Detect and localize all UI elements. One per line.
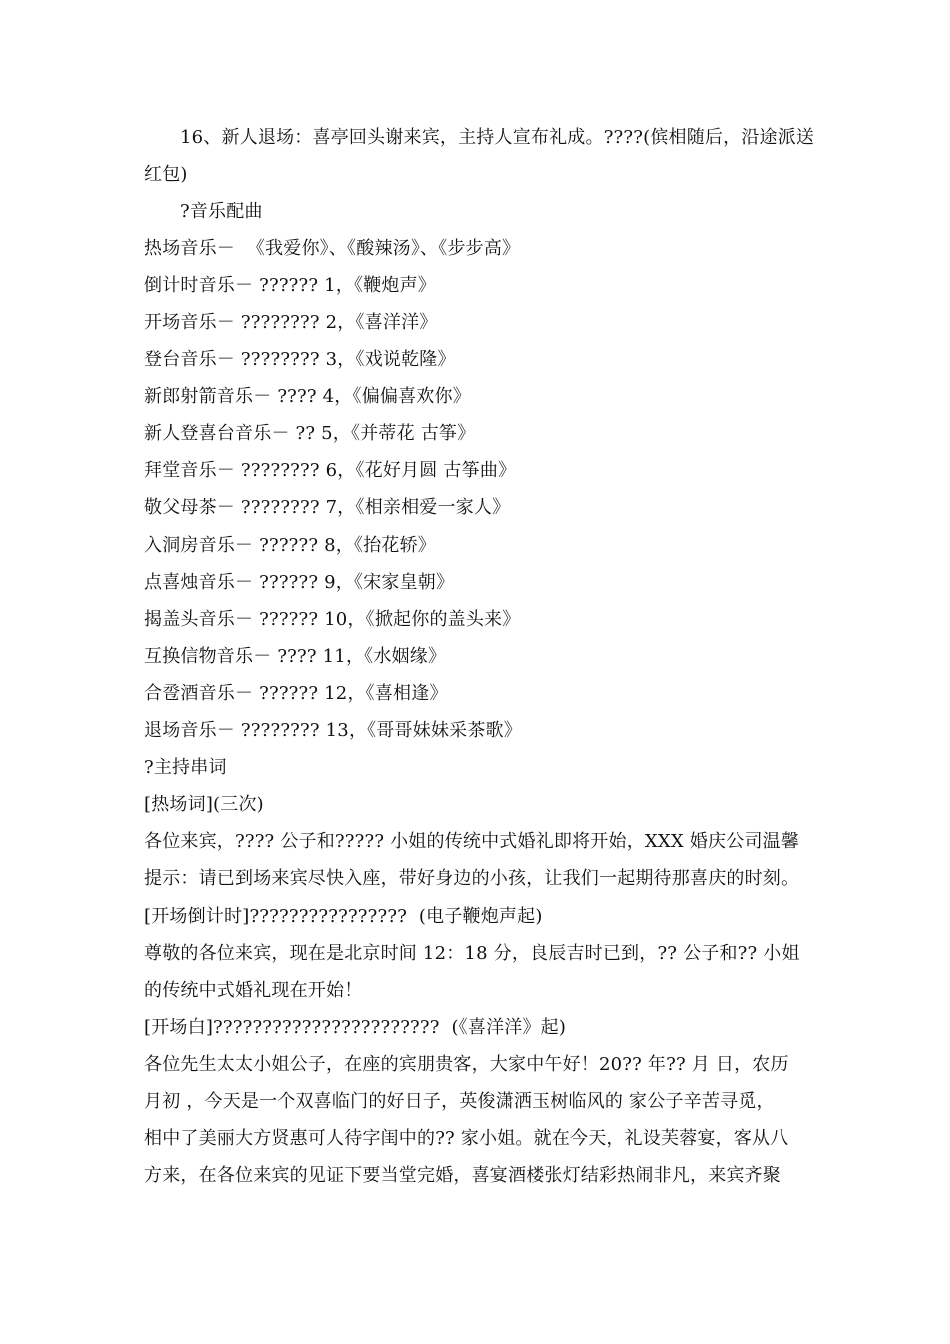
music-list-item: 登台音乐－ ???????? 3，《戏说乾隆》 bbox=[144, 349, 456, 370]
paragraph-line: 各位来宾，???? 公子和????? 小姐的传统中式婚礼即将开始，XXX 婚庆公司温馨 bbox=[144, 831, 800, 852]
paragraph-line: 16、新人退场：喜亭回头谢来宾，主持人宣布礼成。????(傧相随后，沿途派送 bbox=[180, 127, 815, 148]
paragraph-line: 各位先生太太小姐公子，在座的宾朋贵客，大家中午好！20?? 年?? 月 日，农历 bbox=[144, 1054, 789, 1075]
script-subheading: [开场白]??????????????????????? (《喜洋洋》起) bbox=[144, 1017, 567, 1038]
paragraph-line: 方来，在各位来宾的见证下要当堂完婚，喜宴酒楼张灯结彩热闹非凡，来宾齐聚 bbox=[144, 1165, 781, 1186]
music-list-item: 新人登喜台音乐－ ?? 5，《并蒂花 古筝》 bbox=[144, 423, 476, 444]
music-list-item: 拜堂音乐－ ???????? 6，《花好月圆 古筝曲》 bbox=[144, 460, 517, 481]
music-list-item: 入洞房音乐－ ?????? 8，《抬花轿》 bbox=[144, 535, 436, 556]
section-heading: ?主持串词 bbox=[144, 757, 227, 778]
script-subheading: [开场倒计时]???????????????? (电子鞭炮声起) bbox=[144, 906, 543, 927]
paragraph-line: 的传统中式婚礼现在开始！ bbox=[144, 980, 363, 1001]
music-list-item: 揭盖头音乐－ ?????? 10，《掀起你的盖头来》 bbox=[144, 609, 521, 630]
music-list-item: 点喜烛音乐－ ?????? 9，《宋家皇朝》 bbox=[144, 572, 455, 593]
music-list-item: 退场音乐－ ???????? 13，《哥哥妹妹采茶歌》 bbox=[144, 720, 522, 741]
music-list-item: 热场音乐－ 《我爱你》、《酸辣汤》、《步步高》 bbox=[144, 238, 521, 259]
music-list-item: 新郎射箭音乐－ ???? 4，《偏偏喜欢你》 bbox=[144, 386, 471, 407]
paragraph-line: 红包) bbox=[144, 164, 188, 185]
music-list-item: 合卺酒音乐－ ?????? 12，《喜相逢》 bbox=[144, 683, 448, 704]
music-list-item: 互换信物音乐－ ???? 11，《水姻缘》 bbox=[144, 646, 447, 667]
music-list-item: 开场音乐－ ???????? 2，《喜洋洋》 bbox=[144, 312, 438, 333]
music-list-item: 倒计时音乐－ ?????? 1，《鞭炮声》 bbox=[144, 275, 436, 296]
music-list-item: 敬父母茶－ ???????? 7，《相亲相爱一家人》 bbox=[144, 497, 511, 518]
script-subheading: [热场词](三次) bbox=[144, 794, 264, 815]
paragraph-line: 相中了美丽大方贤惠可人待字闺中的?? 家小姐。就在今天，礼设芙蓉宴，客从八 bbox=[144, 1128, 789, 1149]
paragraph-line: 月初 ，今天是一个双喜临门的好日子，英俊潇洒玉树临风的 家公子辛苦寻觅， bbox=[144, 1091, 775, 1112]
section-heading: ?音乐配曲 bbox=[180, 201, 263, 222]
paragraph-line: 尊敬的各位来宾，现在是北京时间 12：18 分，良辰吉时已到，?? 公子和?? 小姐 bbox=[144, 943, 800, 964]
paragraph-line: 提示：请已到场来宾尽快入座，带好身边的小孩，让我们一起期待那喜庆的时刻。 bbox=[144, 868, 800, 889]
